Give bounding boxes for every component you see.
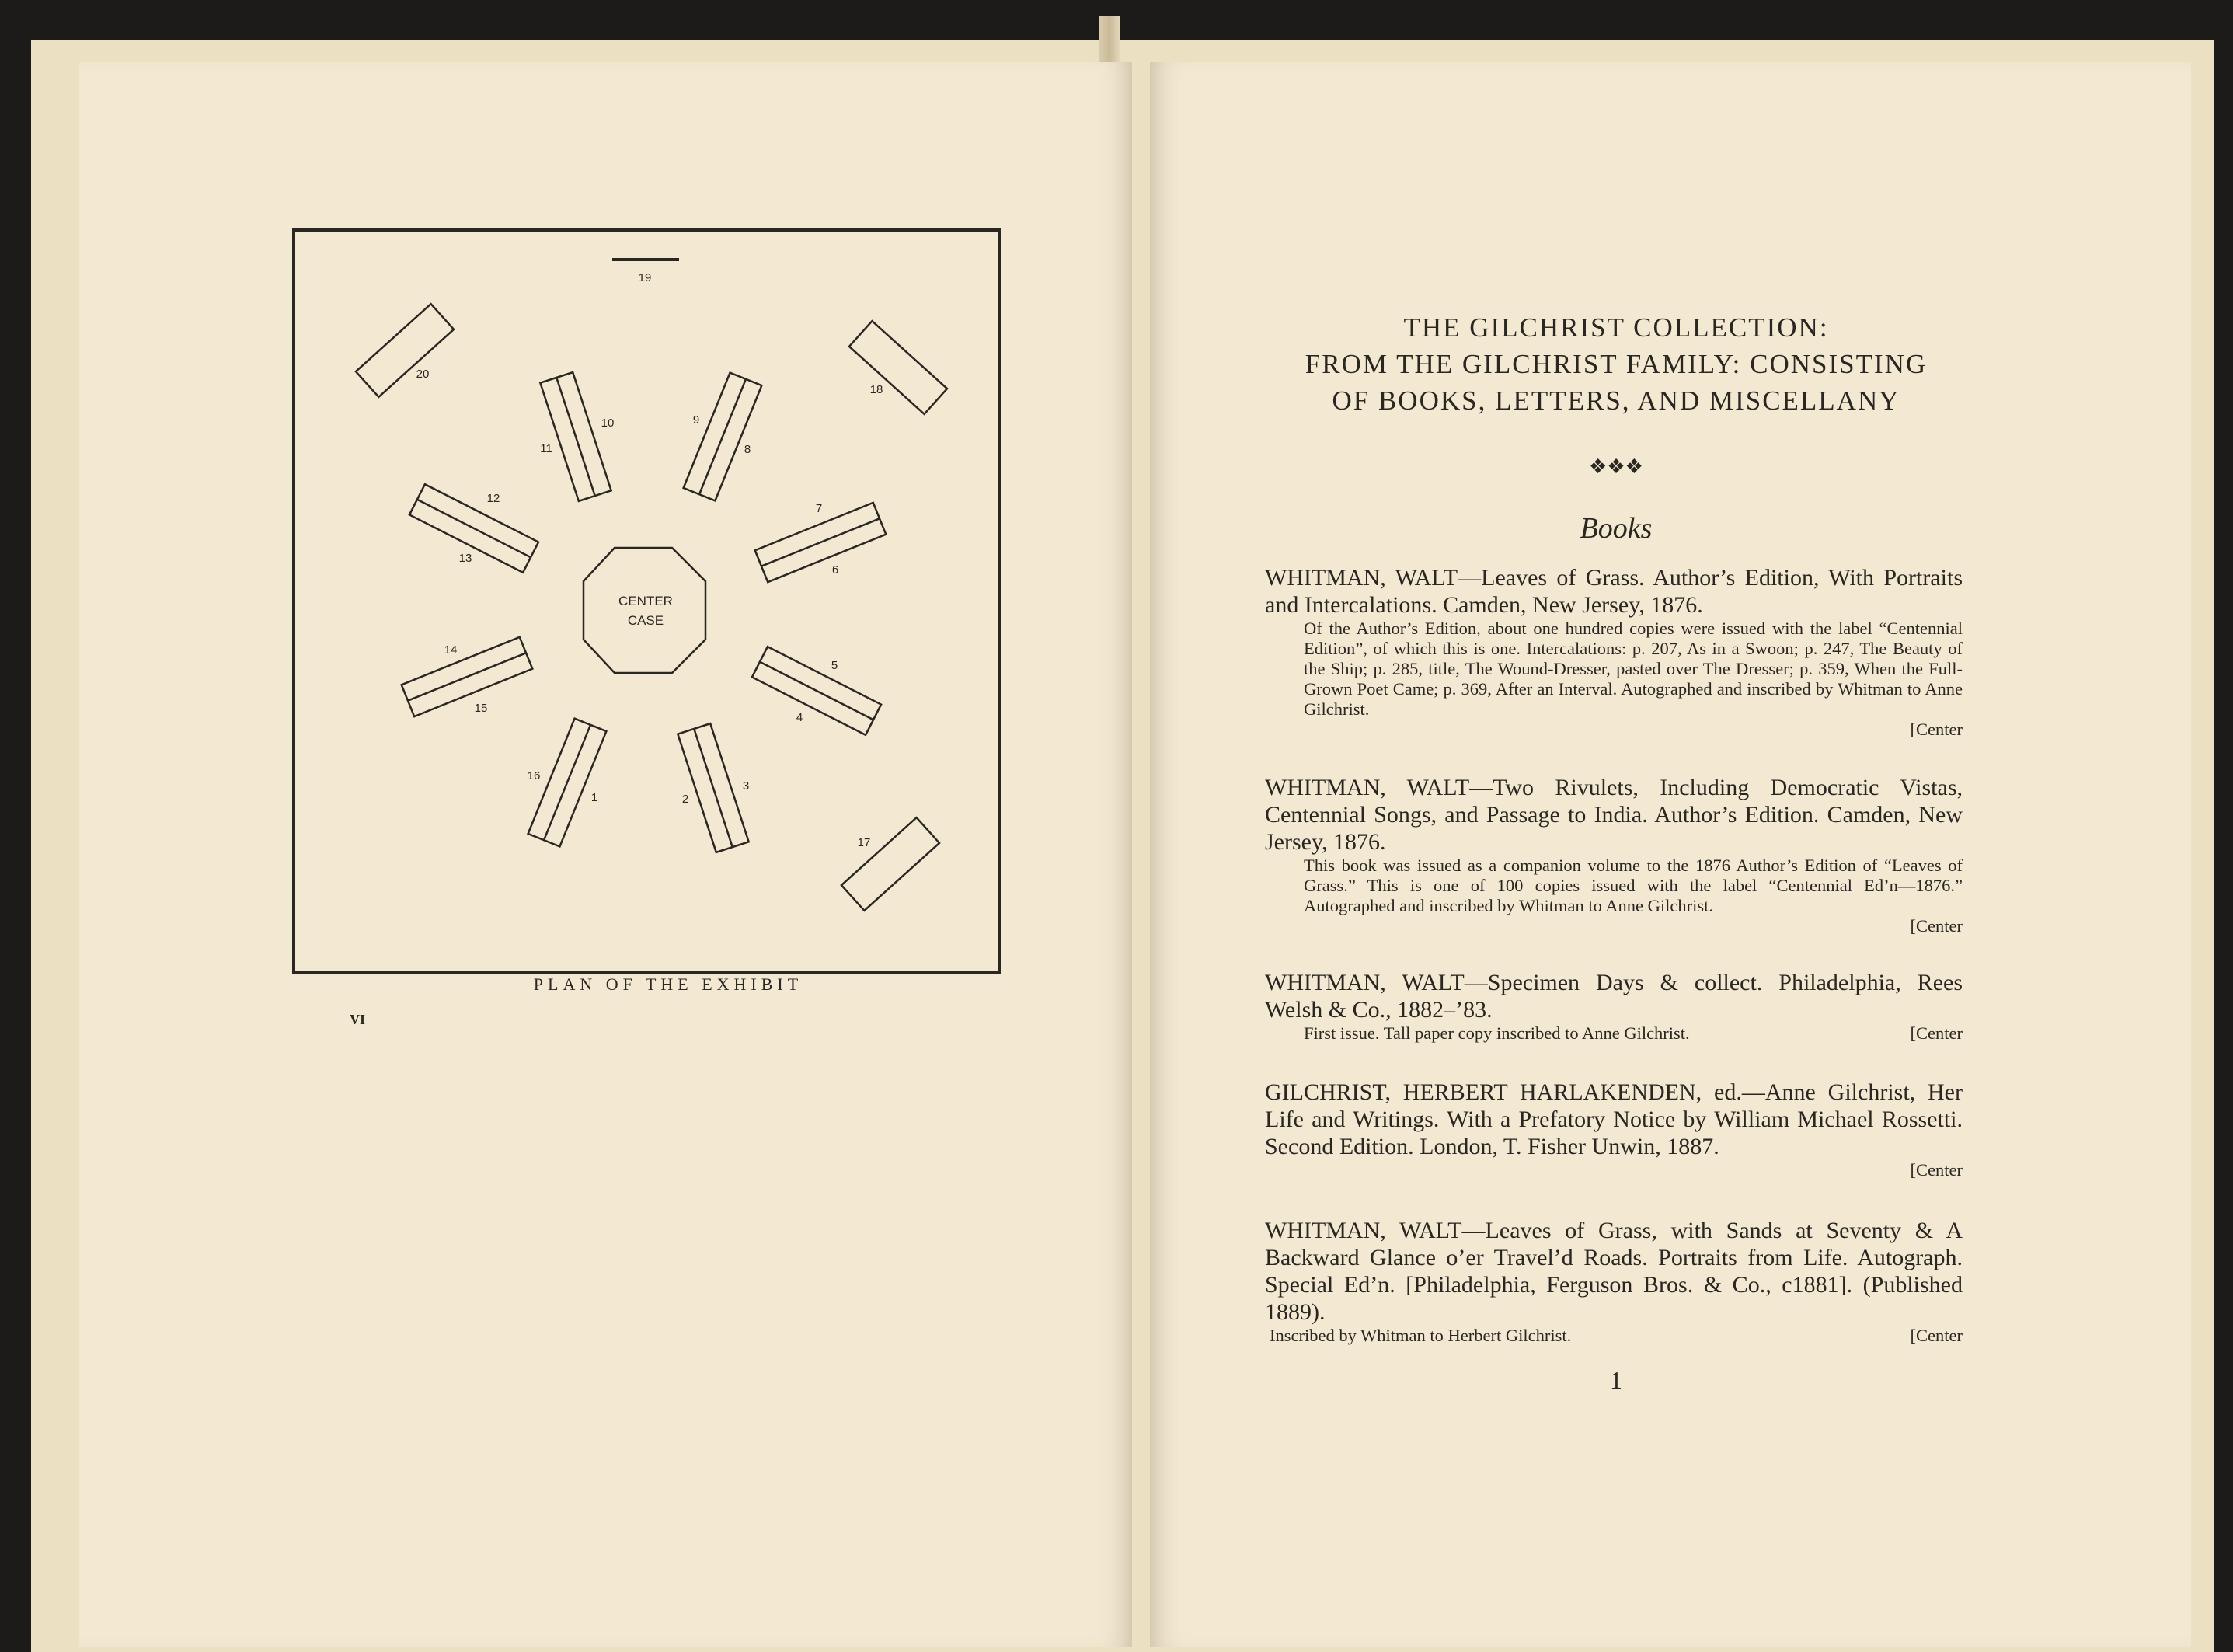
catalog-entry <box>1265 969 1963 1044</box>
case-number-label: 8 <box>744 443 751 456</box>
center-case <box>584 548 705 673</box>
case-number-label: 1 <box>590 791 598 804</box>
case-16-1 <box>528 719 607 847</box>
case-number-label: 19 <box>638 271 652 284</box>
catalog-entry <box>1265 1217 1963 1346</box>
case-number-label: 18 <box>869 383 883 396</box>
case-5-4 <box>752 647 881 735</box>
entry-note: This book was issued as a companion volume to the 1876 Author’s Edition of “Leaves of Grass.” This is one of 100 copies issued with the label “Centennial Ed’n—1876.” Autographed and inscribed by Whitman to Anne Gilchrist. <box>1304 856 1963 915</box>
case-14-15 <box>402 637 533 716</box>
entry-location: [Center <box>1910 1023 1963 1043</box>
entry-note: Inscribed by Whitman to Herbert Gilchrist. <box>1270 1326 1572 1345</box>
case-number-label: 13 <box>458 552 472 565</box>
case-number-label: 20 <box>416 368 430 381</box>
entry-location: [Center <box>1910 720 1963 739</box>
section-heading: Books <box>1580 512 1653 545</box>
entry-location: [Center <box>1910 916 1963 936</box>
entry-heading: WHITMAN, WALT—Leaves of Grass, with Sands at Seventy & A Backward Glance o’er Travel’d Roads. Portraits from Life. Autograph. Special Ed’n. [Philadelphia, Ferguson Bros. & Co., c1881]. (Published 1889). <box>1265 1218 1963 1325</box>
title-line: FROM THE GILCHRIST FAMILY: CONSISTING <box>1305 349 1928 379</box>
case-10-11 <box>540 372 611 501</box>
case-number-label: 4 <box>796 711 803 724</box>
entry-heading: WHITMAN, WALT—Two Rivulets, Including Democratic Vistas, Centennial Songs, and Passage to India. Author’s Edition. Camden, New Jersey, 1876. <box>1265 775 1963 855</box>
case-number-label: 3 <box>742 779 750 793</box>
case-20 <box>356 304 454 397</box>
case-number-label: 15 <box>474 702 488 715</box>
ornament-icon: ❖❖❖ <box>1589 455 1643 478</box>
case-number-label: 14 <box>444 643 458 657</box>
plan-caption: PLAN OF THE EXHIBIT <box>533 974 803 994</box>
center-case-label: CENTER <box>618 594 673 608</box>
catalog-entry <box>1265 1079 1963 1180</box>
center-case-label: CASE <box>627 613 664 628</box>
entry-note: First issue. Tall paper copy inscribed to Anne Gilchrist. <box>1304 1023 1690 1043</box>
catalog-entry <box>1265 774 1963 936</box>
case-18 <box>849 321 947 414</box>
case-number-label: 11 <box>540 442 552 455</box>
title-line: OF BOOKS, LETTERS, AND MISCELLANY <box>1332 385 1900 416</box>
case-number-label: 16 <box>527 769 541 782</box>
entry-heading: WHITMAN, WALT—Leaves of Grass. Author’s Edition, With Portraits and Intercalations. Camden, New Jersey, 1876. <box>1265 565 1963 618</box>
title-line: THE GILCHRIST COLLECTION: <box>1403 312 1829 343</box>
case-number-label: 6 <box>831 563 839 577</box>
case-number-label: 2 <box>681 793 689 806</box>
collection-title <box>1212 309 2020 419</box>
entry-location: [Center <box>1910 1326 1963 1345</box>
catalog-entry <box>1265 564 1963 740</box>
case-number-label: 12 <box>486 492 500 505</box>
entry-heading: WHITMAN, WALT—Specimen Days & collect. Philadelphia, Rees Welsh & Co., 1882–’83. <box>1265 970 1963 1023</box>
entry-heading: GILCHRIST, HERBERT HARLAKENDEN, ed.—Anne Gilchrist, Her Life and Writings. With a Prefatory Notice by William Michael Rossetti. Second Edition. London, T. Fisher Unwin, 1887. <box>1265 1079 1963 1159</box>
case-number-label: 10 <box>601 416 615 430</box>
case-number-label: 5 <box>831 659 838 672</box>
case-number-label: 17 <box>857 836 871 849</box>
page-number: 1 <box>1610 1366 1622 1394</box>
entry-note: Of the Author’s Edition, about one hundred copies were issued with the label “Centennial Edition”, of which this is one. Intercalations: p. 207, As in a Swoon; p. 247, The Beauty of the Ship; p. 285, title, The Wound-Dresser, pasted over The Dresser; p. 359, When the Full-Grown Poet Came; p. 369, After an Interval. Autographed and inscribed by Whitman to Anne Gilchrist. <box>1304 619 1963 719</box>
entry-location: [Center <box>1910 1160 1963 1180</box>
left-folio: VI <box>350 1012 366 1027</box>
case-2-3 <box>678 723 748 852</box>
case-number-label: 9 <box>692 413 700 427</box>
case-12-13 <box>409 484 538 573</box>
case-number-label: 7 <box>815 502 823 515</box>
case-17 <box>841 817 939 911</box>
case-9-8 <box>684 373 762 501</box>
